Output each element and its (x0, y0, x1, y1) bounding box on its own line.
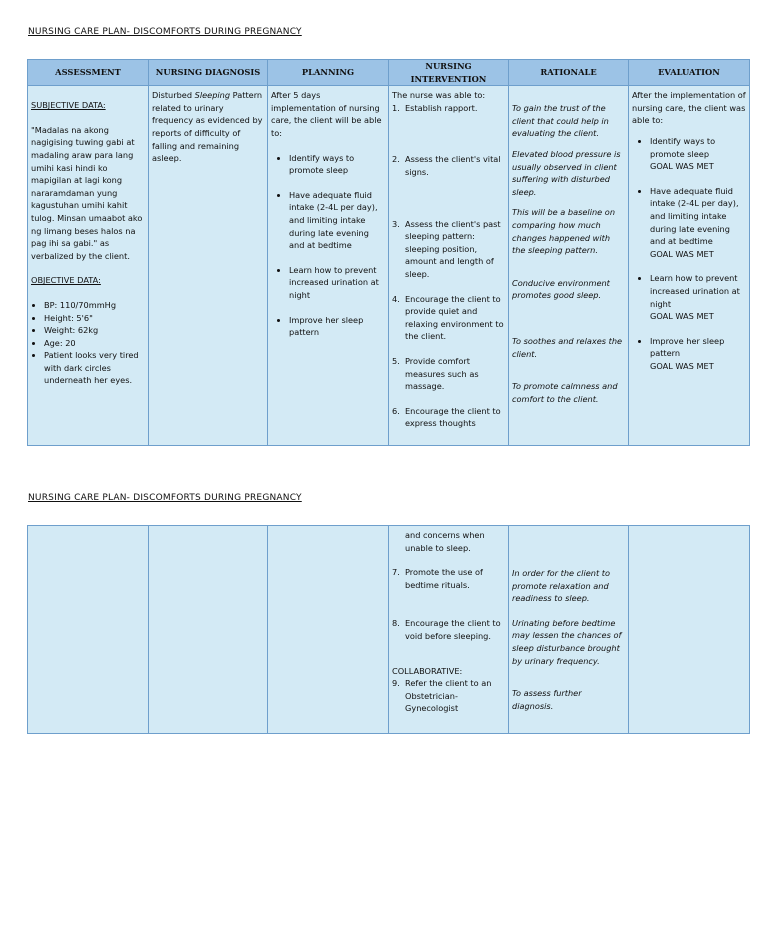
evaluation-cell (629, 526, 750, 734)
list-item: 2. Assess the client's vital signs. (392, 154, 501, 177)
collaborative-list (392, 677, 505, 715)
list-item: • Have adequate fluid intake (2-4L per day), and limiting intake during late evening and at bedtime GOAL WAS MET (650, 185, 746, 261)
list-item: • Have adequate fluid intake (2-4L per day), and limiting intake during late evening and at bedtime (289, 189, 385, 252)
subjective-data-heading: SUBJECTIVE DATA: (31, 100, 106, 111)
care-plan-table-continued (27, 525, 750, 734)
page-title: NURSING CARE PLAN- DISCOMFORTS DURING PREGNANCY (28, 27, 302, 37)
rationale-item: Elevated blood pressure is usually observed in client suffering with disturbed sleep. (512, 148, 621, 197)
page-title: NURSING CARE PLAN- DISCOMFORTS DURING PREGNANCY (28, 493, 302, 503)
assessment-cell (28, 86, 149, 446)
list-item: • Learn how to prevent increased urination at night GOAL WAS MET (650, 272, 746, 322)
header-assessment: ASSESSMENT (28, 60, 149, 86)
rationale-item: To promote calmness and comfort to the client. (512, 381, 618, 404)
evaluation-intro: After the implementation of nursing care, the client was able to: (632, 90, 746, 126)
list-item: • Identify ways to promote sleep (289, 152, 385, 177)
evaluation-cell (629, 86, 750, 446)
list-item: • Height: 5'6" (44, 312, 145, 325)
rationale-item: To gain the trust of the client that could help in evaluating the client. (512, 103, 609, 139)
list-item: • Learn how to prevent increased urination at night (289, 264, 385, 302)
list-item: • BP: 110/70mmHg (44, 299, 145, 312)
rationale-item: In order for the client to promote relaxation and readiness to sleep. (512, 568, 610, 604)
list-item: 7. Promote the use of bedtime rituals. (392, 567, 483, 590)
collaborative-heading: COLLABORATIVE: (392, 665, 463, 676)
goal-result: GOAL WAS MET (650, 311, 714, 322)
rationale-item: This will be a baseline on comparing how much changes happened with the sleeping pattern. (512, 207, 616, 256)
planning-goals-list (271, 152, 385, 339)
planning-cell (268, 526, 389, 734)
goal-result: GOAL WAS MET (650, 360, 714, 371)
table-row (28, 86, 750, 446)
intervention-cell (389, 86, 509, 446)
intervention-continued: and concerns when unable to sleep. (405, 530, 485, 553)
rationale-item: Conducive environment promotes good sleep. (512, 277, 610, 301)
objective-data-list (31, 299, 145, 387)
diagnosis-text-end: Pattern related to urinary frequency as evidenced by reports of difficulty of falling and remaining asleep. (152, 90, 263, 164)
list-item: 9. Refer the client to an Obstetrician-Gynecologist (392, 678, 492, 714)
goal-result: GOAL WAS MET (650, 248, 714, 259)
intervention-list (392, 102, 505, 430)
list-item: • Improve her sleep pattern GOAL WAS MET (650, 335, 746, 373)
planning-intro: After 5 days implementation of nursing care, the client will be able to: (271, 90, 382, 138)
subjective-quote: "Madalas na akong nagigising tuwing gabi at madaling araw para lang umihi kasi hindi ko mapigilan at lagi kong nararamdaman yung kagustuhan umihi kahit tulog. Minsan umaabot ako ng limang beses halos na pag ihi sa gabi." as verbalized by the client. (31, 124, 143, 261)
intervention-intro: The nurse was able to: (392, 90, 486, 101)
table-header-row (28, 60, 750, 86)
planning-cell (268, 86, 389, 446)
assessment-cell (28, 526, 149, 734)
list-item: 4. Encourage the client to provide quiet and relaxing environment to the client. (392, 293, 504, 342)
diagnosis-cell (149, 86, 268, 446)
goal-result: GOAL WAS MET (650, 161, 714, 172)
header-nursing-diagnosis: NURSING DIAGNOSIS (149, 60, 268, 86)
list-item: 3. Assess the client's past sleeping pattern: sleeping position, amount and length of sleep. (392, 218, 501, 279)
diagnosis-text-start: Disturbed (152, 90, 195, 101)
list-item: 8. Encourage the client to void before sleeping. (392, 618, 501, 641)
header-nursing-intervention: NURSING INTERVENTION (389, 60, 509, 86)
rationale-item: To assess further diagnosis. (512, 688, 582, 711)
rationale-cell (509, 86, 629, 446)
intervention-list (392, 566, 505, 642)
rationale-cell (509, 526, 629, 734)
header-evaluation: EVALUATION (629, 60, 750, 86)
list-item: • Patient looks very tired with dark circles underneath her eyes. (44, 349, 145, 387)
evaluation-list (632, 135, 746, 373)
diagnosis-cell (149, 526, 268, 734)
table-row (28, 526, 750, 734)
list-item: • Improve her sleep pattern (289, 314, 385, 339)
rationale-item: To soothes and relaxes the client. (512, 335, 623, 359)
list-item: 6. Encourage the client to express thoughts (392, 405, 501, 429)
list-item: • Identify ways to promote sleep GOAL WAS MET (650, 135, 746, 173)
objective-data-heading: OBJECTIVE DATA: (31, 275, 101, 286)
list-item: 5. Provide comfort measures such as massage. (392, 355, 479, 392)
intervention-cell (389, 526, 509, 734)
list-item: • Weight: 62kg (44, 324, 145, 337)
header-rationale: RATIONALE (509, 60, 629, 86)
diagnosis-text-italic: Sleeping (194, 90, 231, 101)
header-planning: PLANNING (268, 60, 389, 86)
list-item: 1. Establish rapport. (392, 102, 478, 113)
list-item: • Age: 20 (44, 337, 145, 350)
care-plan-table (27, 59, 750, 446)
rationale-item: Urinating before bedtime may lessen the chances of sleep disturbance brought by urinary frequency. (512, 617, 622, 666)
